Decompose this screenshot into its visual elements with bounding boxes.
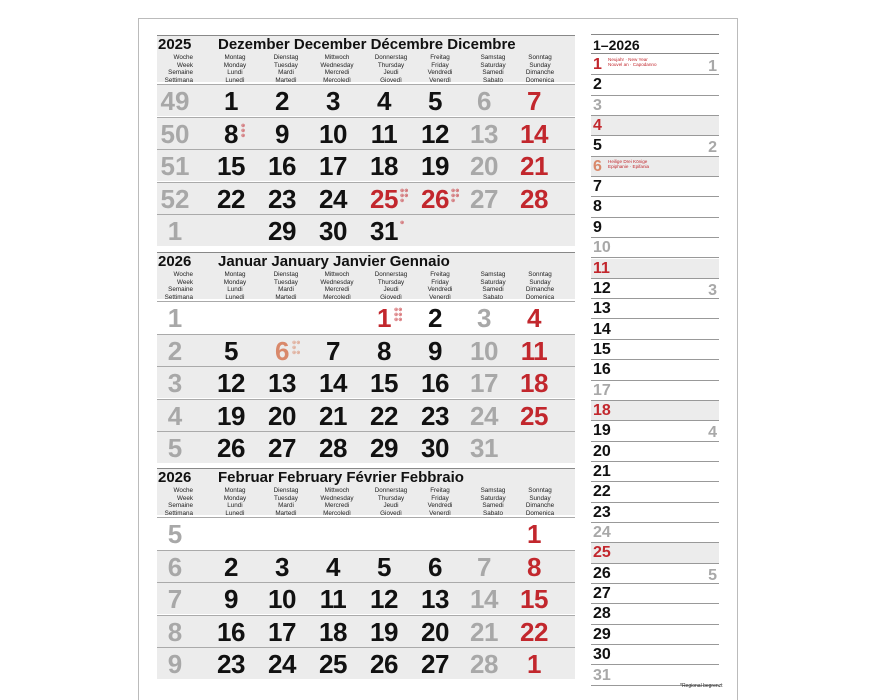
weekday-label: Donnerstag Thursday Jeudi Giovedì bbox=[374, 54, 408, 84]
strip-day-row bbox=[591, 320, 719, 340]
day-cell: 9 bbox=[275, 118, 289, 149]
day-cell: 12 bbox=[421, 118, 449, 149]
day-cell: 27 bbox=[421, 649, 449, 679]
day-cell: 31 bbox=[470, 433, 498, 463]
day-cell: 27 bbox=[470, 183, 498, 214]
weekday-label: Montag Monday Lundi Lunedì bbox=[223, 54, 247, 84]
day-cell: 16 bbox=[217, 616, 245, 647]
strip-day-number: 13 bbox=[593, 300, 611, 318]
strip-day-row bbox=[591, 523, 719, 543]
strip-week-number: 2 bbox=[708, 139, 717, 157]
strip-week-number: 4 bbox=[708, 424, 717, 442]
strip-day-row bbox=[591, 299, 719, 319]
holiday-symbols: ⊕ bbox=[400, 220, 405, 226]
day-cell: 22 bbox=[520, 616, 548, 647]
day-cell: 1 bbox=[224, 86, 238, 116]
strip-day-row bbox=[591, 96, 719, 116]
day-cell: 20 bbox=[421, 616, 449, 647]
holiday-symbols: ⊕ ⊕ ⊕ bbox=[241, 122, 246, 139]
strip-day-number: 29 bbox=[593, 625, 611, 643]
day-cell: 4 bbox=[527, 303, 541, 333]
day-cell: 24 bbox=[319, 183, 347, 214]
day-cell: 13 bbox=[470, 118, 498, 149]
week-number: 50 bbox=[160, 118, 190, 149]
strip-day-number: 17 bbox=[593, 381, 611, 399]
strip-day-number: 6 bbox=[593, 157, 602, 175]
day-cell: 30 bbox=[319, 216, 347, 246]
day-cell: 26 bbox=[421, 183, 449, 214]
day-cell: 9 bbox=[224, 584, 238, 614]
weekday-label: Samstag Saturday Samedi Sabato bbox=[480, 54, 506, 84]
weekday-label: Montag Monday Lundi Lunedì bbox=[223, 271, 247, 301]
week-number: 49 bbox=[160, 86, 190, 116]
week-number: 1 bbox=[167, 216, 183, 246]
strip-day-number: 5 bbox=[593, 137, 602, 155]
day-cell: 4 bbox=[377, 86, 391, 116]
day-cell: 3 bbox=[477, 303, 491, 333]
day-cell: 15 bbox=[370, 368, 398, 398]
day-cell: 8 bbox=[377, 335, 391, 366]
week-column-label: Woche Week Semaine Settimana bbox=[164, 487, 193, 517]
day-cell: 23 bbox=[421, 400, 449, 431]
strip-day-number: 18 bbox=[593, 401, 611, 419]
day-cell: 24 bbox=[470, 400, 498, 431]
strip-day-number: 22 bbox=[593, 483, 611, 501]
strip-day-row bbox=[591, 503, 719, 523]
day-cell: 21 bbox=[319, 400, 347, 431]
strip-day-row bbox=[591, 279, 719, 299]
strip-day-number: 14 bbox=[593, 320, 611, 338]
month-header bbox=[157, 252, 575, 299]
strip-day-row bbox=[591, 564, 719, 584]
day-cell: 2 bbox=[275, 86, 289, 116]
day-cell: 19 bbox=[421, 151, 449, 181]
strip-day-row bbox=[591, 259, 719, 279]
month-year: 2026 bbox=[158, 469, 192, 486]
strip-day-number: 3 bbox=[593, 96, 602, 114]
strip-day-row bbox=[591, 360, 719, 380]
strip-day-row bbox=[591, 116, 719, 136]
week-number: 6 bbox=[167, 551, 183, 582]
week-row bbox=[157, 399, 575, 431]
week-row bbox=[157, 149, 575, 181]
day-cell: 10 bbox=[268, 584, 296, 614]
week-number: 52 bbox=[160, 183, 190, 214]
weekday-label: Mittwoch Wednesday Mercredi Mercoledì bbox=[320, 487, 354, 517]
day-cell: 6 bbox=[477, 86, 491, 116]
weekday-label: Samstag Saturday Samedi Sabato bbox=[480, 487, 506, 517]
strip-day-row bbox=[591, 177, 719, 197]
day-cell: 19 bbox=[217, 400, 245, 431]
week-number: 3 bbox=[167, 368, 183, 398]
week-row bbox=[157, 647, 575, 679]
day-cell: 28 bbox=[520, 183, 548, 214]
month-name: Januar January Janvier Gennaio bbox=[218, 253, 450, 270]
week-row bbox=[157, 117, 575, 149]
week-number: 8 bbox=[167, 616, 183, 647]
day-cell: 26 bbox=[217, 433, 245, 463]
month-year: 2026 bbox=[158, 253, 192, 270]
day-cell: 27 bbox=[268, 433, 296, 463]
week-column-label: Woche Week Semaine Settimana bbox=[164, 54, 193, 84]
day-cell: 6 bbox=[428, 551, 442, 582]
weekday-label: Dienstag Tuesday Mardi Martedì bbox=[273, 487, 299, 517]
strip-day-row bbox=[591, 340, 719, 360]
week-row bbox=[157, 334, 575, 366]
strip-day-row bbox=[591, 543, 719, 563]
strip-day-row bbox=[591, 75, 719, 95]
weekday-label: Donnerstag Thursday Jeudi Giovedì bbox=[374, 487, 408, 517]
strip-day-row bbox=[591, 157, 719, 177]
strip-day-number: 24 bbox=[593, 524, 611, 542]
strip-day-row bbox=[591, 584, 719, 604]
month-header bbox=[157, 35, 575, 82]
strip-day-number: 25 bbox=[593, 544, 611, 562]
day-cell: 31 bbox=[370, 216, 398, 246]
strip-day-number: 9 bbox=[593, 218, 602, 236]
strip-day-number: 19 bbox=[593, 422, 611, 440]
strip-week-number: 1 bbox=[708, 58, 717, 75]
day-cell: 19 bbox=[370, 616, 398, 647]
strip-day-row bbox=[591, 197, 719, 217]
strip-week-number: 3 bbox=[708, 281, 717, 299]
strip-day-number: 12 bbox=[593, 279, 611, 297]
month-header bbox=[157, 468, 575, 515]
week-row bbox=[157, 582, 575, 614]
weekday-label: Sonntag Sunday Dimanche Domenica bbox=[525, 271, 555, 301]
strip-day-number: 30 bbox=[593, 646, 611, 664]
day-cell: 22 bbox=[217, 183, 245, 214]
day-cell: 26 bbox=[370, 649, 398, 679]
day-cell: 20 bbox=[470, 151, 498, 181]
weekday-label: Sonntag Sunday Dimanche Domenica bbox=[525, 487, 555, 517]
day-cell: 7 bbox=[527, 86, 541, 116]
day-cell: 5 bbox=[377, 551, 391, 582]
strip-day-row bbox=[591, 625, 719, 645]
day-cell: 29 bbox=[370, 433, 398, 463]
strip-day-number: 23 bbox=[593, 503, 611, 521]
strip-day-row bbox=[591, 604, 719, 624]
holiday-symbols: ⊕⊕ ⊕⊕ ⊕ bbox=[400, 187, 409, 204]
strip-day-row bbox=[591, 136, 719, 156]
day-cell: 23 bbox=[268, 183, 296, 214]
strip-day-number: 21 bbox=[593, 463, 611, 480]
day-cell: 22 bbox=[370, 400, 398, 431]
week-row bbox=[157, 615, 575, 647]
holiday-symbols: ⊕⊕ ⊕⊕ ⊕ bbox=[451, 187, 460, 204]
month-name: Februar February Février Febbraio bbox=[218, 469, 464, 486]
day-cell: 13 bbox=[268, 368, 296, 398]
weekday-label: Freitag Friday Vendredi Venerdì bbox=[427, 54, 453, 84]
strip-day-row bbox=[591, 55, 719, 75]
day-cell: 16 bbox=[421, 368, 449, 398]
week-number: 7 bbox=[167, 584, 183, 614]
day-cell: 7 bbox=[477, 551, 491, 582]
day-cell: 1 bbox=[527, 519, 541, 549]
weekday-label: Freitag Friday Vendredi Venerdì bbox=[427, 487, 453, 517]
week-row bbox=[157, 182, 575, 214]
day-cell: 6 bbox=[275, 335, 289, 366]
week-row bbox=[157, 431, 575, 463]
strip-day-number: 26 bbox=[593, 564, 611, 582]
day-cell: 5 bbox=[428, 86, 442, 116]
day-cell: 2 bbox=[224, 551, 238, 582]
week-row bbox=[157, 550, 575, 582]
day-cell: 7 bbox=[326, 335, 340, 366]
week-number: 4 bbox=[167, 400, 183, 431]
day-cell: 8 bbox=[224, 118, 238, 149]
week-number: 5 bbox=[167, 519, 183, 549]
day-cell: 16 bbox=[268, 151, 296, 181]
strip-day-number: 31 bbox=[593, 666, 611, 684]
strip-day-number: 4 bbox=[593, 117, 602, 135]
holiday-symbols: ⊕⊕ ⊕⊕ ⊕⊕ bbox=[394, 307, 403, 323]
weekday-label: Donnerstag Thursday Jeudi Giovedì bbox=[374, 271, 408, 301]
strip-day-number: 15 bbox=[593, 340, 611, 358]
day-cell: 25 bbox=[520, 400, 548, 431]
day-cell: 3 bbox=[275, 551, 289, 582]
strip-day-number: 8 bbox=[593, 198, 602, 216]
strip-day-row bbox=[591, 401, 719, 421]
month-name: Dezember December Décembre Dicembre bbox=[218, 36, 516, 53]
strip-day-number: 20 bbox=[593, 442, 611, 460]
strip-title: 1–2026 bbox=[591, 34, 719, 54]
day-cell: 10 bbox=[319, 118, 347, 149]
weekday-label: Mittwoch Wednesday Mercredi Mercoledì bbox=[320, 54, 354, 84]
day-cell: 11 bbox=[520, 335, 548, 366]
day-cell: 14 bbox=[520, 118, 548, 149]
day-cell: 18 bbox=[370, 151, 398, 181]
day-cell: 15 bbox=[217, 151, 245, 181]
strip-day-number: 11 bbox=[593, 259, 610, 277]
strip-day-number: 27 bbox=[593, 585, 611, 603]
day-cell: 11 bbox=[319, 584, 347, 614]
week-row bbox=[157, 517, 575, 549]
strip-day-row bbox=[591, 218, 719, 238]
day-cell: 2 bbox=[428, 303, 442, 333]
day-cell: 17 bbox=[268, 616, 296, 647]
day-cell: 25 bbox=[370, 183, 398, 214]
week-number: 9 bbox=[167, 649, 183, 679]
weekday-label: Dienstag Tuesday Mardi Martedì bbox=[273, 54, 299, 84]
day-cell: 1 bbox=[527, 649, 541, 679]
week-number: 5 bbox=[167, 433, 183, 463]
day-cell: 3 bbox=[326, 86, 340, 116]
strip-day-number: 2 bbox=[593, 76, 602, 94]
strip-week-number: 5 bbox=[708, 566, 717, 584]
day-cell: 14 bbox=[319, 368, 347, 398]
week-number: 51 bbox=[160, 151, 190, 181]
strip-day-number: 1 bbox=[593, 56, 602, 73]
week-number: 2 bbox=[167, 335, 183, 366]
day-cell: 21 bbox=[520, 151, 548, 181]
week-number: 1 bbox=[167, 303, 183, 333]
day-cell: 17 bbox=[470, 368, 498, 398]
strip-day-row bbox=[591, 645, 719, 665]
strip-day-row bbox=[591, 442, 719, 462]
day-cell: 15 bbox=[520, 584, 548, 614]
day-cell: 24 bbox=[268, 649, 296, 679]
weekday-label: Dienstag Tuesday Mardi Martedì bbox=[273, 271, 299, 301]
day-cell: 28 bbox=[470, 649, 498, 679]
day-cell: 5 bbox=[224, 335, 238, 366]
strip-day-row bbox=[591, 462, 719, 482]
strip-day-number: 7 bbox=[593, 178, 602, 196]
day-cell: 21 bbox=[470, 616, 498, 647]
day-cell: 29 bbox=[268, 216, 296, 246]
weekday-label: Sonntag Sunday Dimanche Domenica bbox=[525, 54, 555, 84]
day-cell: 14 bbox=[470, 584, 498, 614]
weekday-label: Montag Monday Lundi Lunedì bbox=[223, 487, 247, 517]
week-row bbox=[157, 366, 575, 398]
strip-day-number: 28 bbox=[593, 605, 611, 623]
day-cell: 28 bbox=[319, 433, 347, 463]
strip-day-row bbox=[591, 381, 719, 401]
day-cell: 12 bbox=[370, 584, 398, 614]
week-row bbox=[157, 84, 575, 116]
month-year: 2025 bbox=[158, 36, 192, 53]
strip-day-row bbox=[591, 238, 719, 258]
week-row bbox=[157, 301, 575, 333]
day-cell: 23 bbox=[217, 649, 245, 679]
holiday-note: Neujahr · New Year Nouvel an · Capodanno bbox=[608, 57, 657, 68]
holiday-note: Heilige Drei Könige Epiphanie · Epifania bbox=[608, 158, 650, 169]
weekday-label: Mittwoch Wednesday Mercredi Mercoledì bbox=[320, 271, 354, 301]
day-cell: 18 bbox=[319, 616, 347, 647]
day-cell: 30 bbox=[421, 433, 449, 463]
strip-day-number: 16 bbox=[593, 361, 611, 379]
footnote: *Regional begrenzt bbox=[680, 683, 723, 689]
day-cell: 9 bbox=[428, 335, 442, 366]
day-cell: 17 bbox=[319, 151, 347, 181]
strip-day-number: 10 bbox=[593, 239, 611, 257]
day-cell: 18 bbox=[520, 368, 548, 398]
holiday-symbols: ⊕⊕ ⊕ ⊕⊕ bbox=[292, 339, 301, 356]
day-cell: 25 bbox=[319, 649, 347, 679]
day-cell: 13 bbox=[421, 584, 449, 614]
day-cell: 11 bbox=[370, 118, 398, 149]
weekday-label: Samstag Saturday Samedi Sabato bbox=[480, 271, 506, 301]
day-cell: 4 bbox=[326, 551, 340, 582]
week-column-label: Woche Week Semaine Settimana bbox=[164, 271, 193, 301]
day-cell: 20 bbox=[268, 400, 296, 431]
week-row bbox=[157, 214, 575, 246]
day-cell: 1 bbox=[377, 303, 391, 333]
strip-day-row bbox=[591, 421, 719, 441]
weekday-label: Freitag Friday Vendredi Venerdì bbox=[427, 271, 453, 301]
day-cell: 12 bbox=[217, 368, 245, 398]
day-cell: 8 bbox=[527, 551, 541, 582]
strip-day-row bbox=[591, 482, 719, 502]
day-cell: 10 bbox=[470, 335, 498, 366]
